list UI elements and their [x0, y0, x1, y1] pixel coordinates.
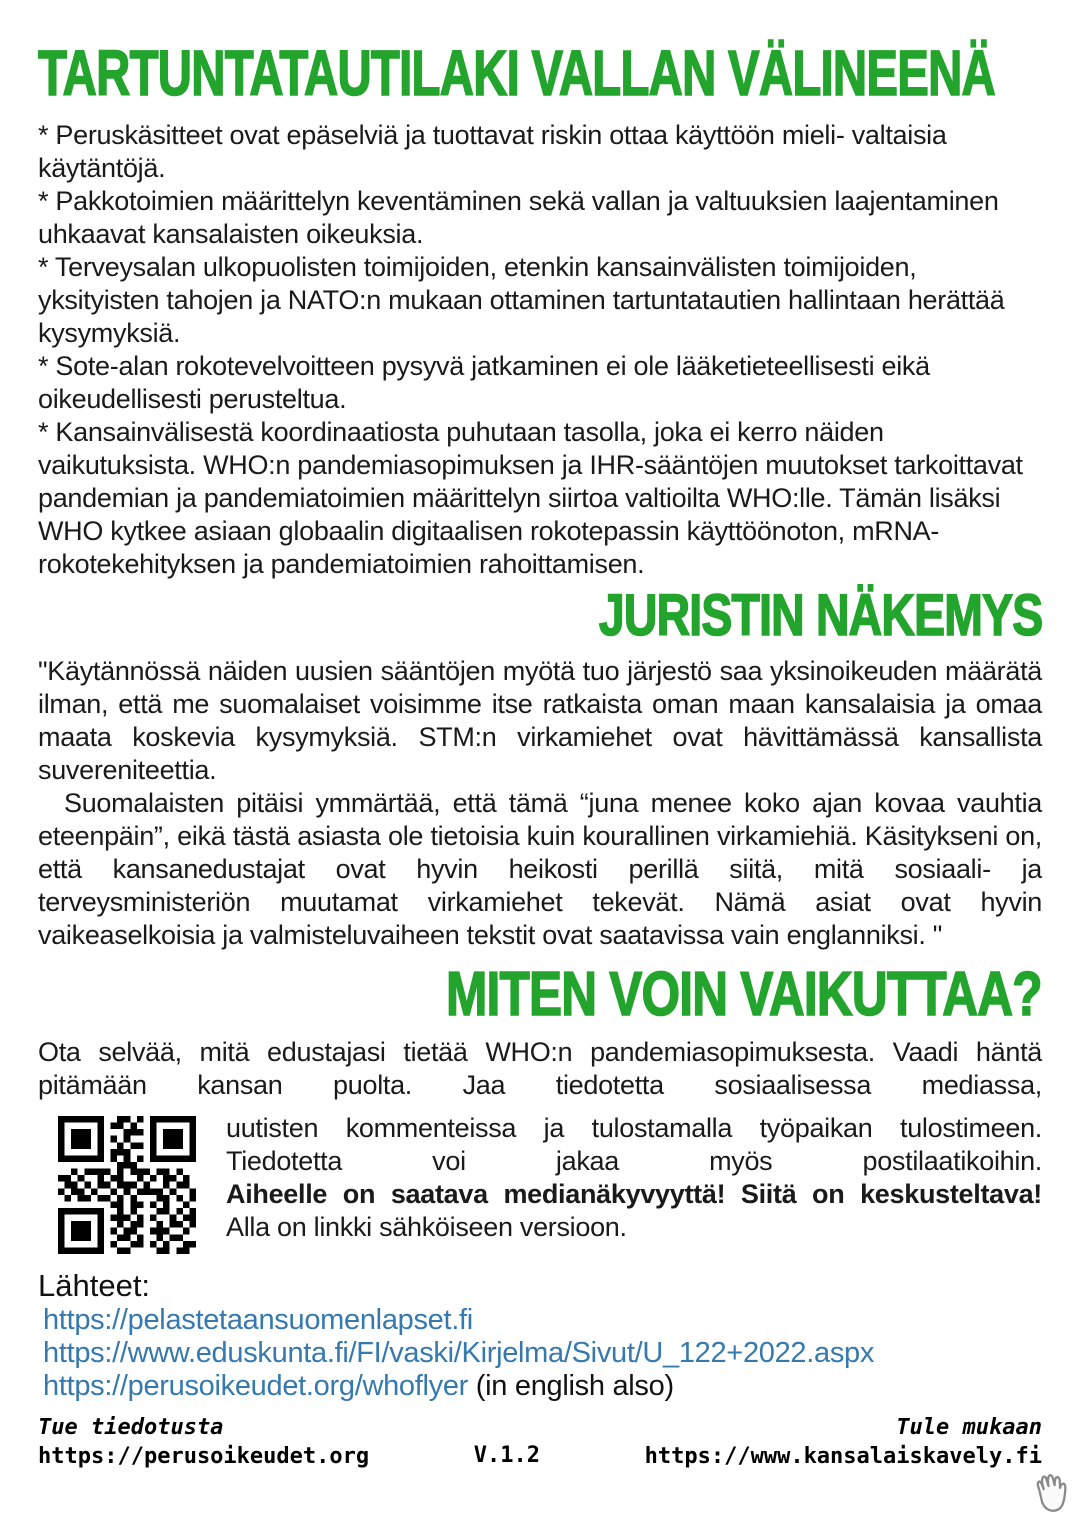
qr-row	[38, 1112, 1042, 1254]
heading-juristin-text: JURISTIN NÄKEMYS	[598, 583, 1042, 649]
bullet-item: * Peruskäsitteet ovat epäselviä ja tuottavat riskin ottaa käyttöön mieli- valtaisia käytäntöjä.	[38, 120, 947, 184]
quote-paragraph-2: Suomalaisten pitäisi ymmärtää, että tämä “juna menee koko ajan kovaa vauhtia eteenpäin”, eikä tästä asiasta ole tietoisia kuin kourallinen virkamiehiä. Käsitykseni on, että kansanedustajat ovat hyvin heikosti perillä siitä, mitä sosiaali- ja terveysministeriön muutamat virkamiehet tekevät. Nämä asiat ovat hyvin vaikeaselkoisia ja valmisteluvaiheen tekstit ovat saatavissa vain englanniksi. "	[38, 788, 1042, 951]
footer	[38, 1413, 1042, 1471]
quote-paragraph-1: "Käytännössä näiden uusien sääntöjen myötä tuo järjestö saa yksinoikeuden määrätä ilman, että me suomalaiset voisimme itse ratkaista oman maan kansalaisia ja omaa maata koskevia kysymyksiä. STM:n virkamiehet ovat hävittämässä kansallista suvereniteettia.	[38, 656, 1042, 786]
qr-code	[58, 1116, 196, 1254]
media-callout: Aiheelle on saatava medianäkyvyyttä! Siitä on keskusteltava!	[226, 1179, 1042, 1210]
source-link-line	[43, 1337, 1042, 1370]
action-paragraph-2: uutisten kommenteissa ja tulostamalla työpaikan tulostimeen. Tiedotetta voi jakaa myös postilaatikoihin.	[226, 1113, 1042, 1177]
support-label: Tue tiedotusta	[38, 1415, 224, 1441]
link-note: Alla on linkki sähköiseen versioon.	[226, 1212, 627, 1243]
heading-miten-text: MITEN VOIN VAIKUTTAA?	[446, 960, 1042, 1030]
section-heading-miten-voin-vaikuttaa	[38, 960, 1042, 1030]
source-link-line	[43, 1304, 1042, 1337]
qr-side-text	[226, 1112, 1042, 1244]
source-link[interactable]: https://perusoikeudet.org/whoflyer	[43, 1370, 469, 1403]
bullet-list	[38, 119, 1042, 581]
flyer-title-text: TARTUNTATAUTILAKI VALLAN VÄLINEENÄ	[38, 37, 996, 109]
bullet-item: * Pakkotoimien määrittelyn keventäminen sekä vallan ja valtuuksien laajentaminen uhkaavat kansalaisten oikeuksia.	[38, 186, 999, 250]
action-paragraph-1: Ota selvää, mitä edustajasi tietää WHO:n pandemiasopimuksesta. Vaadi häntä pitämään kansan puolta. Jaa tiedotetta sosiaalisessa mediassa,	[38, 1037, 1042, 1101]
flyer-title	[38, 37, 1042, 109]
grab-cursor-icon	[1028, 1462, 1078, 1516]
join-url: https://www.kansalaiskavely.fi	[644, 1444, 1042, 1470]
join-label: Tule mukaan	[896, 1415, 1042, 1441]
footer-left	[38, 1413, 369, 1471]
sources-label: Lähteet:	[38, 1268, 151, 1304]
section-heading-juristin-nakemys	[38, 583, 1042, 649]
source-links	[38, 1304, 1042, 1403]
version-label: V.1.2	[473, 1443, 540, 1469]
source-link[interactable]: https://pelastetaansuomenlapset.fi	[43, 1304, 473, 1337]
bullet-item: * Terveysalan ulkopuolisten toimijoiden, etenkin kansainvälisten toimijoiden, yksityisten tahojen ja NATO:n mukaan ottaminen tartuntatautien hallintaan herättää kysymyksiä.	[38, 252, 1005, 349]
bullet-item: * Kansainvälisestä koordinaatiosta puhutaan tasolla, joka ei kerro näiden vaikutuksista. WHO:n pandemiasopimuksen ja IHR-sääntöjen muutokset tarkoittavat pandemian ja pandemiatoimien määrittelyn siirtoa valtioilta WHO:lle. Tämän lisäksi WHO kytkee asiaan globaalin digitaalisen rokotepassin käyttöönoton, mRNA-rokotekehityksen ja pandemiatoimien rahoittamisen.	[38, 417, 1023, 580]
footer-right	[645, 1413, 1042, 1471]
source-link-line	[43, 1370, 1042, 1403]
link-suffix: (in english also)	[468, 1370, 674, 1403]
source-link[interactable]: https://www.eduskunta.fi/FI/vaski/Kirjelma/Sivut/U_122+2022.aspx	[43, 1337, 875, 1370]
sources-section	[38, 1268, 1042, 1403]
support-url: https://perusoikeudet.org	[38, 1444, 370, 1470]
bullet-item: * Sote-alan rokotevelvoitteen pysyvä jatkaminen ei ole lääketieteellisesti eikä oikeudellisesti perusteltua.	[38, 351, 930, 415]
